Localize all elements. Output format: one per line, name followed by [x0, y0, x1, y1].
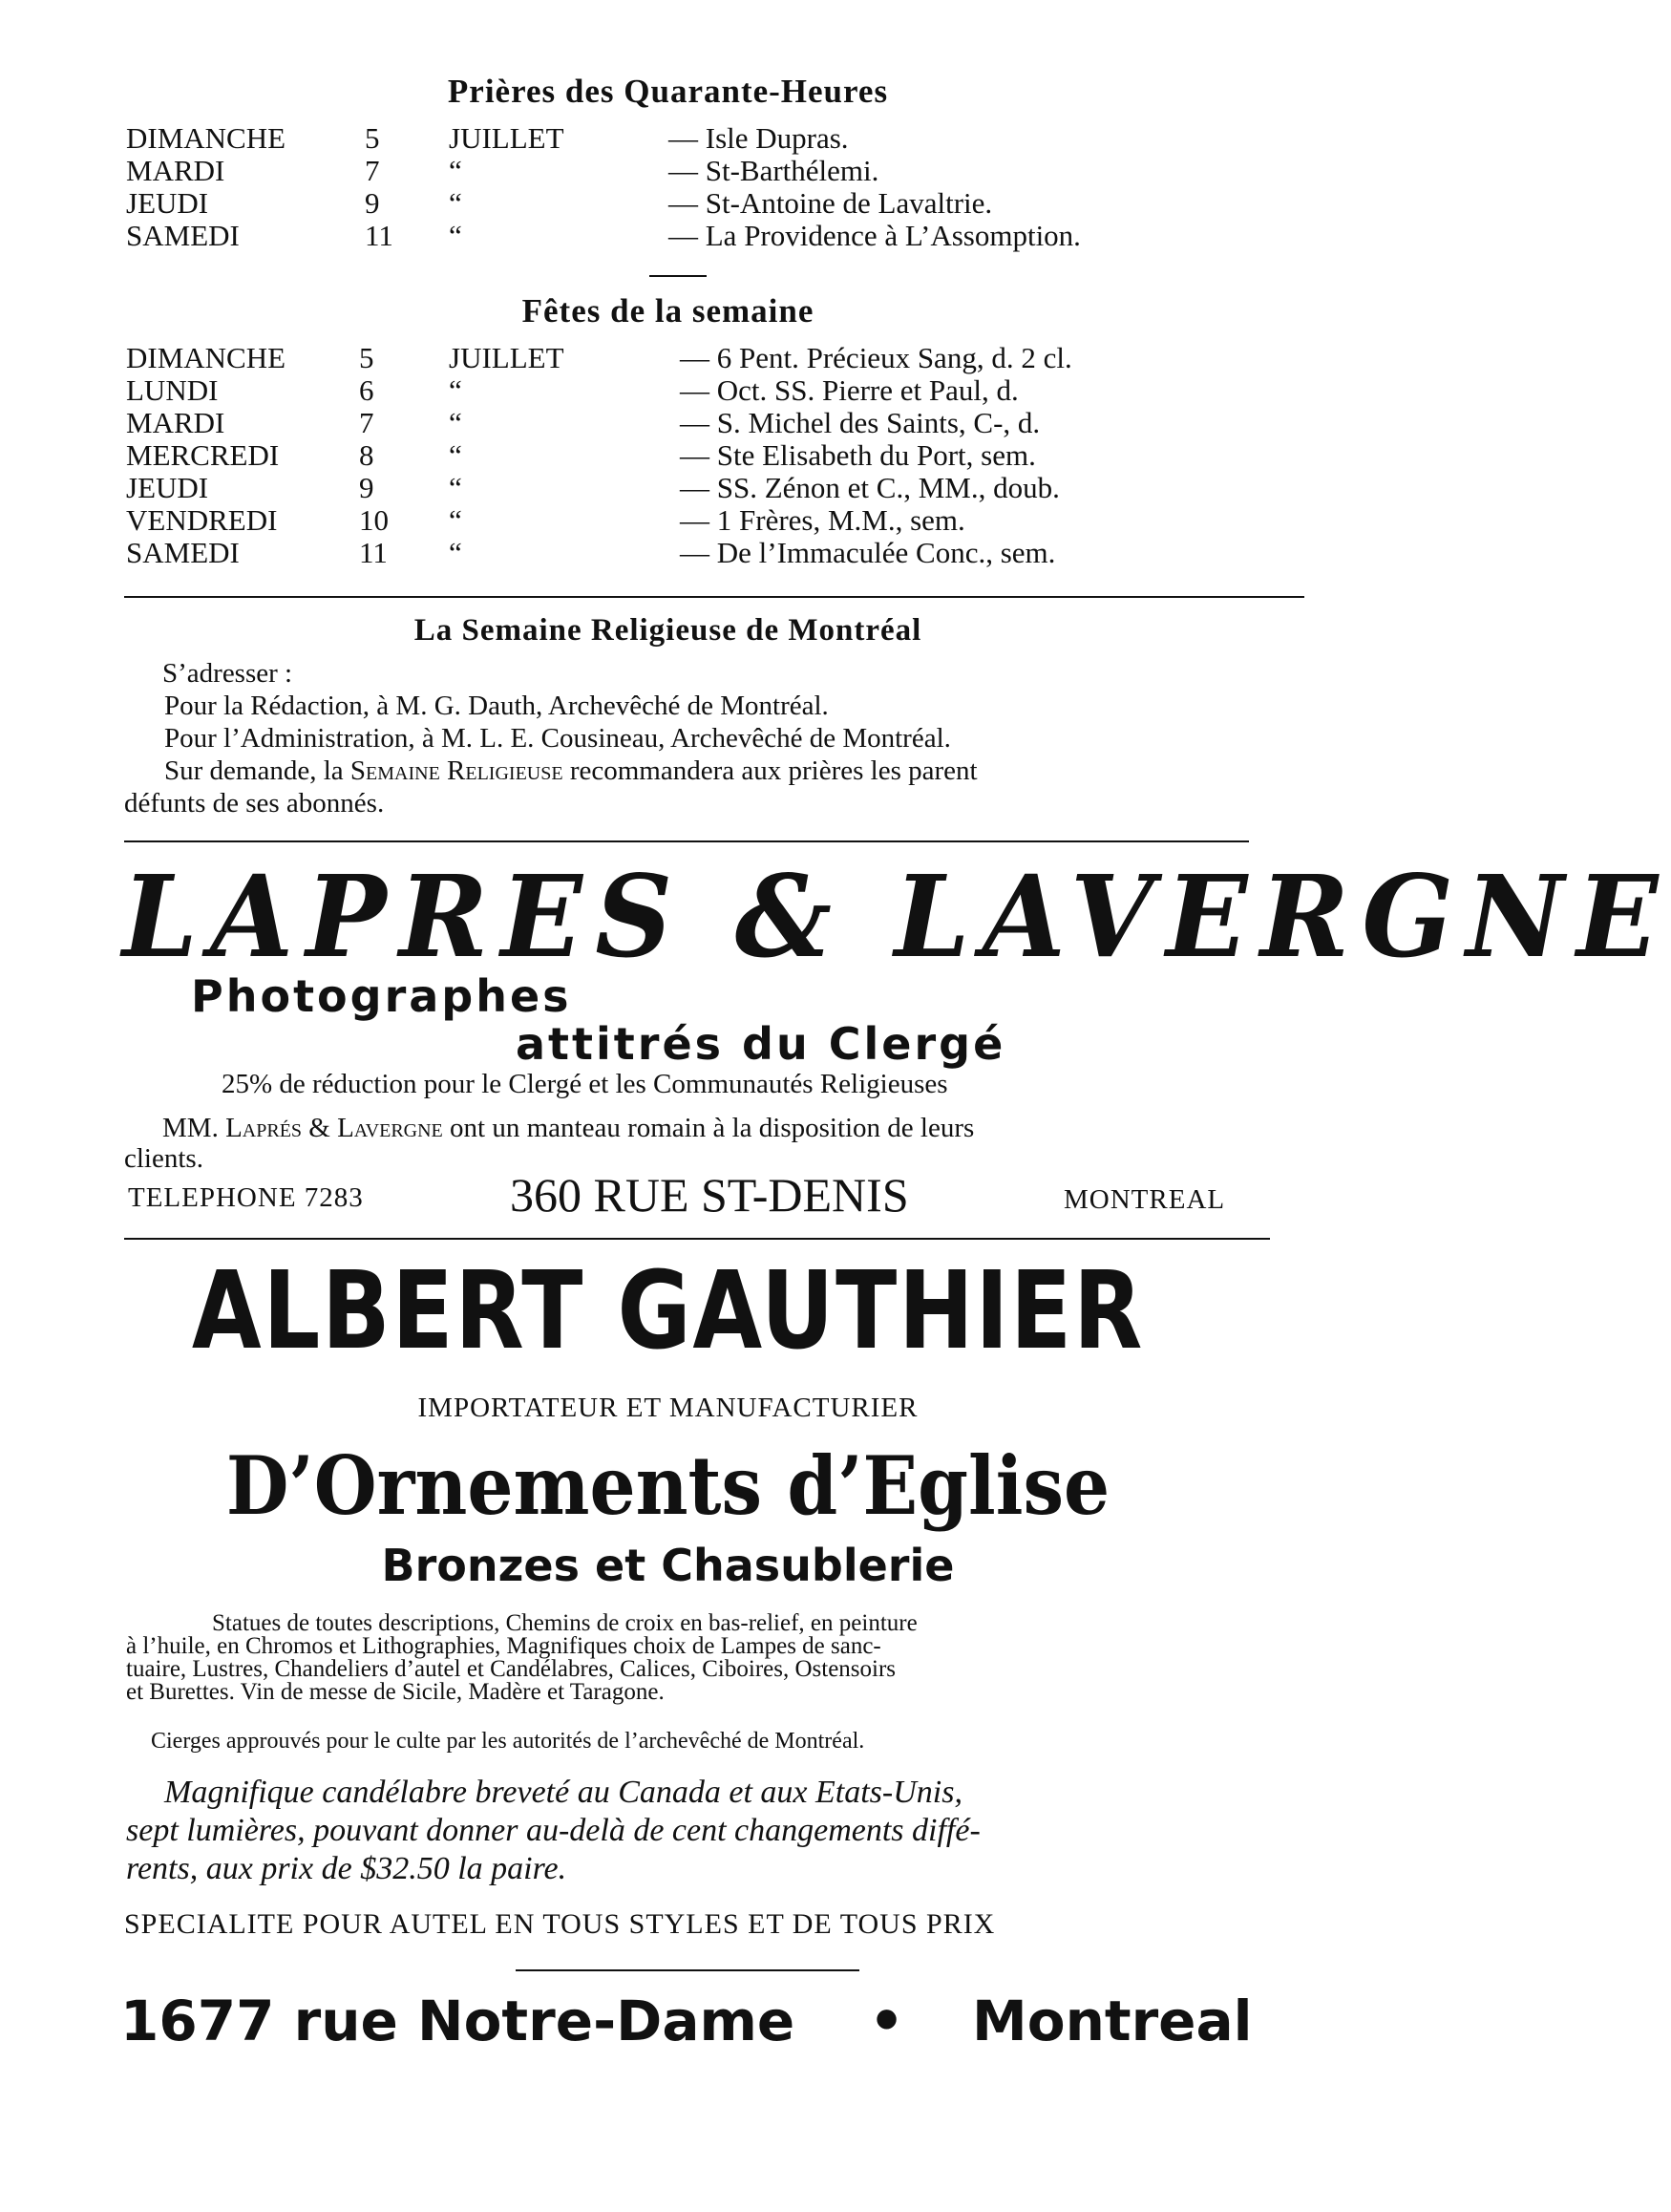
prayer-day: JEUDI — [126, 186, 209, 220]
request-line — [164, 755, 978, 787]
feast-row — [0, 407, 1336, 439]
request-line-2: défunts de ses abonnés. — [124, 788, 385, 819]
bronzes-line: Bronzes et Chasublerie — [381, 1540, 955, 1591]
redaction-line: Pour la Rédaction, à M. G. Dauth, Archevêché de Montréal. — [164, 691, 829, 721]
feast-day: LUNDI — [126, 373, 219, 407]
feast-month: “ — [449, 406, 462, 439]
feast-month: “ — [449, 438, 462, 472]
prayer-month: JUILLET — [449, 121, 564, 155]
short-divider — [516, 1969, 859, 1971]
prayer-place: — Isle Dupras. — [668, 121, 849, 155]
feast-day: MERCREDI — [126, 438, 280, 472]
divider — [124, 596, 1304, 598]
feast-feast: — Ste Elisabeth du Port, sem. — [680, 438, 1036, 472]
prayer-num: 5 — [365, 121, 380, 155]
prayer-row — [0, 187, 1336, 220]
request-suffix: recommandera aux prières les parent — [562, 755, 978, 786]
prayers-title: Prières des Quarante-Heures — [447, 73, 889, 110]
feast-feast: — 1 Frères, M.M., sem. — [680, 503, 965, 537]
feast-row — [0, 504, 1336, 537]
mantle-line — [162, 1112, 974, 1144]
candelabre-line-1: Magnifique candélabre breveté au Canada et aux Etats-Unis, — [164, 1775, 962, 1810]
mantle-line-2: clients. — [124, 1143, 203, 1174]
feast-day: DIMANCHE — [126, 341, 286, 374]
feast-feast: — Oct. SS. Pierre et Paul, d. — [680, 373, 1019, 407]
feasts-title: Fêtes de la semaine — [521, 292, 814, 330]
mantle-suffix: ont un manteau romain à la disposition de leurs — [442, 1113, 975, 1143]
telephone: TELEPHONE 7283 — [128, 1182, 364, 1213]
gauthier-address: 1677 rue Notre-Dame — [120, 1989, 795, 2053]
feast-month: “ — [449, 373, 462, 407]
feast-feast: — 6 Pent. Précieux Sang, d. 2 cl. — [680, 341, 1072, 374]
ornaments-line: D’Ornements d’Eglise — [225, 1438, 1110, 1533]
feast-day: VENDREDI — [126, 503, 278, 537]
prayer-place: — La Providence à L’Assomption. — [668, 219, 1081, 252]
candelabre-line-2: sept lumières, pouvant donner au-delà de cent changements diffé- — [126, 1813, 981, 1848]
attitres-line: attitrés du Clergé — [516, 1018, 1006, 1070]
feast-feast: — SS. Zénon et C., MM., doub. — [680, 471, 1060, 504]
prayer-day: DIMANCHE — [126, 121, 286, 155]
prayer-day: SAMEDI — [126, 219, 240, 252]
specialty-line: SPECIALITE POUR AUTEL EN TOUS STYLES ET DE TOUS PRIX — [124, 1908, 996, 1940]
short-divider — [649, 275, 707, 277]
feast-month: JUILLET — [449, 341, 564, 374]
lapres-name: LAPRES & LAVERGNE — [122, 850, 1671, 983]
feast-num: 9 — [359, 471, 374, 504]
prayer-row — [0, 122, 1336, 155]
prayer-num: 9 — [365, 186, 380, 220]
divider — [124, 1238, 1270, 1240]
prayer-place: — St-Barthélemi. — [668, 154, 879, 187]
candelabre-line-3: rents, aux prix de $32.50 la paire. — [126, 1851, 567, 1886]
prayer-month: “ — [449, 186, 462, 220]
feast-num: 7 — [359, 406, 374, 439]
prayer-day: MARDI — [126, 154, 225, 187]
feast-month: “ — [449, 536, 462, 569]
feast-num: 8 — [359, 438, 374, 472]
desc-line-1: Statues de toutes descriptions, Chemins de croix en bas-relief, en peinture — [212, 1610, 918, 1636]
prayer-row — [0, 155, 1336, 187]
feast-row — [0, 472, 1336, 504]
prayer-month: “ — [449, 219, 462, 252]
photographes-line: Photographes — [191, 970, 572, 1022]
feast-num: 10 — [359, 503, 389, 537]
feast-day: MARDI — [126, 406, 225, 439]
desc-line-4: et Burettes. Vin de messe de Sicile, Madère et Taragone. — [126, 1679, 665, 1705]
mantle-names: Laprés & Lavergne — [225, 1113, 443, 1143]
city: MONTREAL — [1064, 1184, 1226, 1215]
street-address: 360 RUE ST-DENIS — [510, 1168, 909, 1222]
address-label: S’adresser : — [162, 658, 293, 689]
prayer-num: 7 — [365, 154, 380, 187]
feast-feast: — S. Michel des Saints, C-, d. — [680, 406, 1041, 439]
desc-line-2: à l’huile, en Chromos et Lithographies, Magnifiques choix de Lampes de sanc- — [126, 1633, 881, 1659]
feast-row — [0, 342, 1336, 374]
feast-month: “ — [449, 503, 462, 537]
feast-num: 11 — [359, 536, 388, 569]
desc-line-3: tuaire, Lustres, Chandeliers d’autel et Candélabres, Calices, Ciboires, Ostensoirs — [126, 1656, 897, 1682]
prayer-num: 11 — [365, 219, 393, 252]
cierges-line: Cierges approuvés pour le culte par les autorités de l’archevêché de Montréal. — [151, 1729, 865, 1754]
divider — [124, 840, 1249, 842]
prayer-row — [0, 220, 1336, 252]
mantle-prefix: MM. — [162, 1113, 226, 1143]
feast-day: SAMEDI — [126, 536, 240, 569]
semaine-title: La Semaine Religieuse de Montréal — [413, 613, 922, 648]
request-prefix: Sur demande, la — [164, 755, 350, 786]
discount-line: 25% de réduction pour le Clergé et les Communautés Religieuses — [222, 1069, 948, 1099]
prayer-place: — St-Antoine de Lavaltrie. — [668, 186, 993, 220]
gauthier-name: ALBERT GAUTHIER — [191, 1249, 1145, 1373]
feast-feast: — De l’Immaculée Conc., sem. — [680, 536, 1056, 569]
feast-row — [0, 537, 1336, 569]
administration-line: Pour l’Administration, à M. L. E. Cousineau, Archevêché de Montréal. — [164, 723, 951, 754]
gauthier-subtitle: IMPORTATEUR ET MANUFACTURIER — [417, 1393, 919, 1423]
bullet: • — [869, 1989, 905, 2053]
request-name: Semaine Religieuse — [349, 755, 563, 786]
feast-row — [0, 439, 1336, 472]
feast-num: 5 — [359, 341, 374, 374]
feast-num: 6 — [359, 373, 374, 407]
feast-row — [0, 374, 1336, 407]
feast-month: “ — [449, 471, 462, 504]
feast-day: JEUDI — [126, 471, 209, 504]
prayer-month: “ — [449, 154, 462, 187]
gauthier-city: Montreal — [972, 1989, 1253, 2053]
